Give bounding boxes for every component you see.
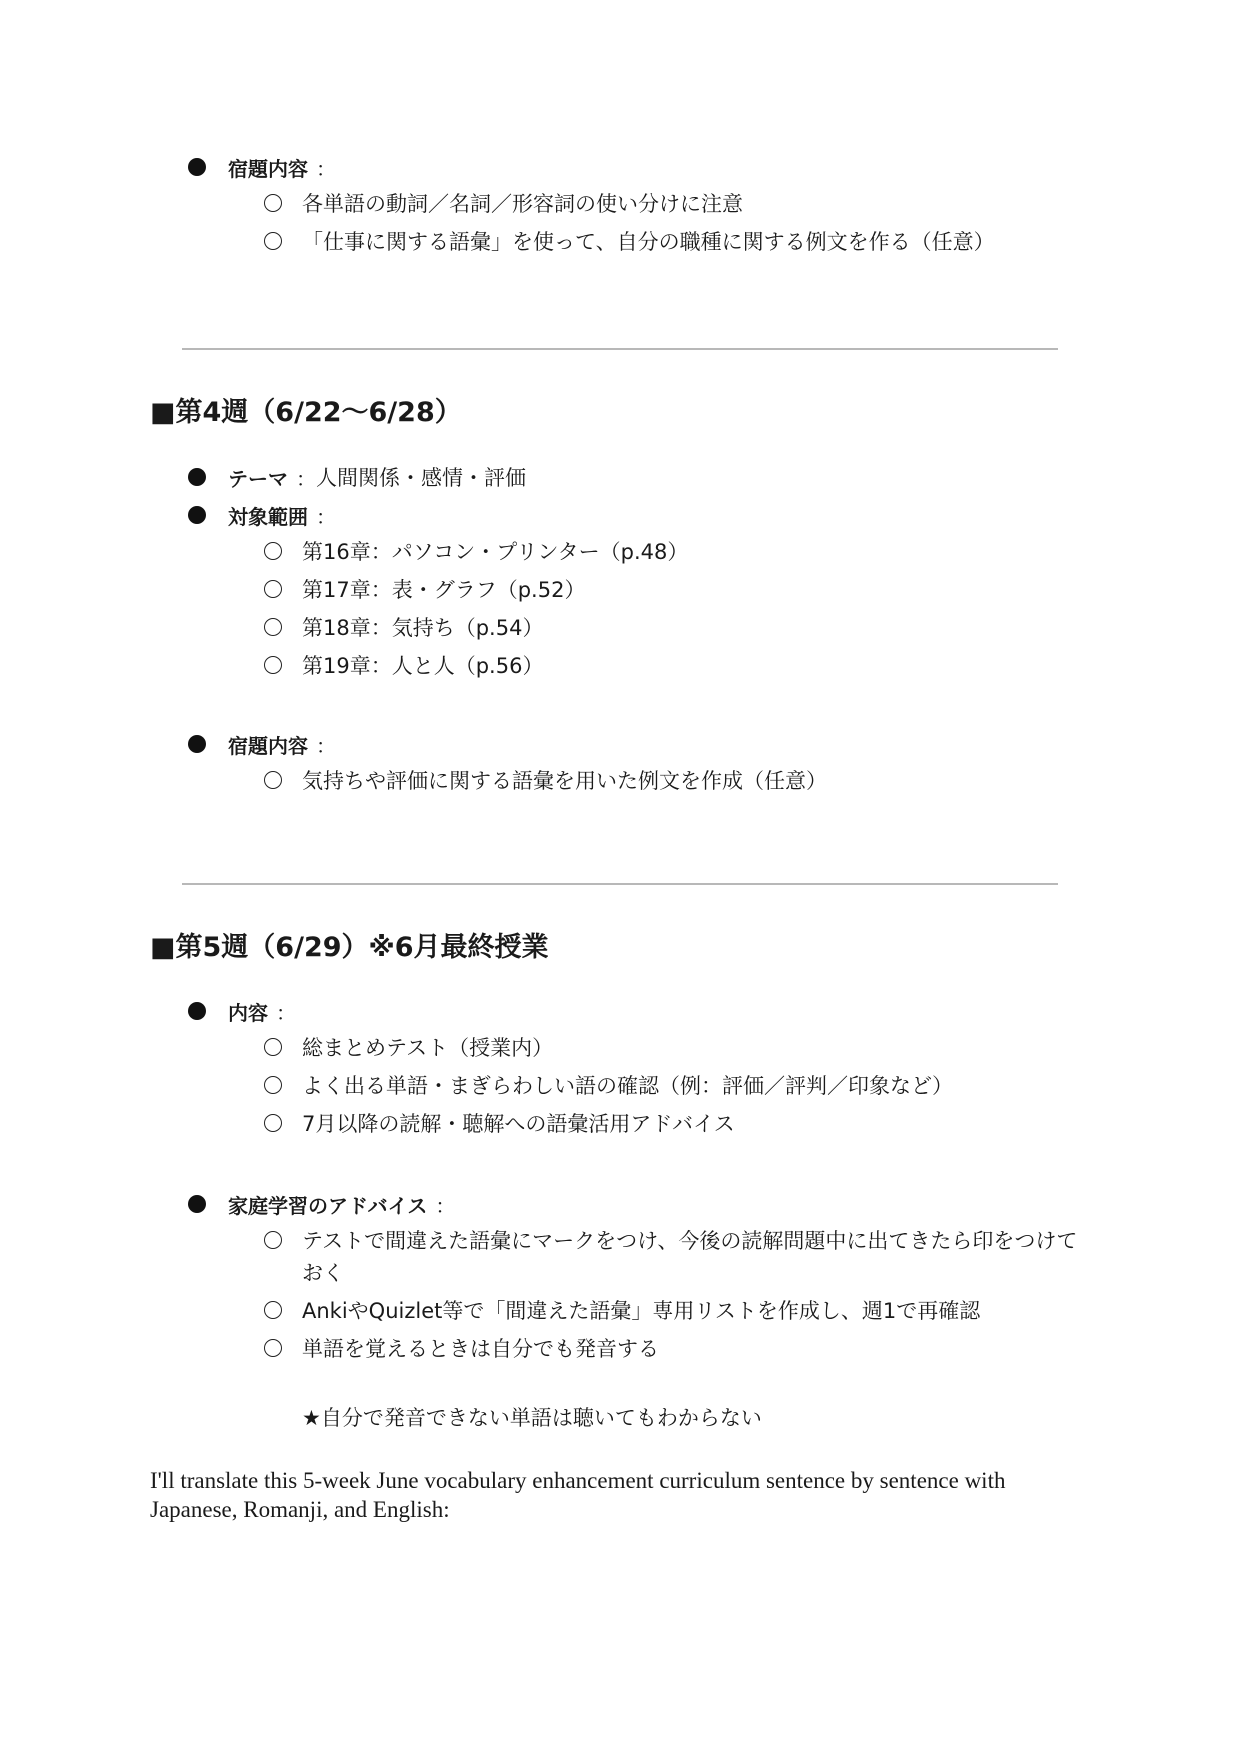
- bullet-icon: [188, 1195, 206, 1213]
- advice-label: 家庭学習のアドバイス: [228, 1193, 428, 1218]
- list-item-text: AnkiやQuizlet等で「間違えた語彙」専用リストを作成し、週1で再確認: [302, 1299, 981, 1323]
- homework-section-week3: [188, 148, 1092, 264]
- bullet-icon: [188, 1002, 206, 1020]
- week5-content-section: [188, 992, 1092, 1146]
- circle-bullet-icon: [264, 1339, 282, 1357]
- list-item: [264, 1225, 1092, 1289]
- list-item-text: 第16章：パソコン・プリンター（p.48）: [302, 540, 689, 564]
- list-item: [264, 1070, 1092, 1102]
- advice-heading: [188, 1185, 1092, 1223]
- divider: [182, 883, 1058, 885]
- list-item-text: 気持ちや評価に関する語彙を用いた例文を作成（任意）: [302, 769, 827, 793]
- homework-label: 宿題内容: [228, 733, 308, 758]
- circle-bullet-icon: [264, 771, 282, 789]
- week5-heading: ■第5週（6/29）※6月最終授業: [150, 932, 549, 963]
- scope-line: [188, 496, 1092, 534]
- colon: ：: [316, 156, 336, 181]
- homework-heading: [188, 148, 1092, 186]
- list-item-text: 「仕事に関する語彙」を使って、自分の職種に関する例文を作る（任意）: [302, 230, 995, 254]
- colon: ：: [316, 733, 336, 758]
- content-heading: [188, 992, 1092, 1030]
- list-item: [264, 1295, 1092, 1327]
- trailing-paragraph: I'll translate this 5-week June vocabulary enhancement curriculum sentence by sentence with Japanese, Romanji, and English:: [150, 1468, 1006, 1522]
- content-list: [264, 1032, 1092, 1140]
- homework-label: 宿題内容: [228, 156, 308, 181]
- content-label: 内容: [228, 1000, 268, 1025]
- list-item: [264, 536, 1092, 568]
- list-item: [264, 1108, 1092, 1140]
- list-item-text: テストで間違えた語彙にマークをつけ、今後の読解問題中に出てきたら印をつけておく: [302, 1229, 1078, 1285]
- list-item: [264, 574, 1092, 606]
- list-item-text: 第18章：気持ち（p.54）: [302, 616, 544, 640]
- circle-bullet-icon: [264, 194, 282, 212]
- theme-label: テーマ: [228, 466, 288, 491]
- bullet-icon: [188, 158, 206, 176]
- homework-heading: [188, 725, 1092, 763]
- scope-label: 対象範囲: [228, 504, 308, 529]
- list-item: [264, 650, 1092, 682]
- bullet-icon: [188, 735, 206, 753]
- list-item-text: 第17章：表・グラフ（p.52）: [302, 578, 586, 602]
- scope-list: [264, 536, 1092, 682]
- colon: ：: [296, 466, 316, 491]
- week4-homework-section: [188, 725, 1092, 803]
- circle-bullet-icon: [264, 232, 282, 250]
- circle-bullet-icon: [264, 542, 282, 560]
- list-item: [264, 765, 1092, 797]
- theme-line: [188, 458, 1092, 496]
- week4-section: [188, 458, 1092, 688]
- bullet-icon: [188, 468, 206, 486]
- week5-advice-section: [188, 1185, 1092, 1371]
- divider: [182, 348, 1058, 350]
- week4-heading: ■第4週（6/22〜6/28）: [150, 397, 462, 428]
- list-item-text: 各単語の動詞／名詞／形容詞の使い分けに注意: [302, 192, 743, 216]
- advice-list: [264, 1225, 1092, 1365]
- list-item-text: 第19章：人と人（p.56）: [302, 654, 544, 678]
- list-item: [264, 1032, 1092, 1064]
- list-item-text: 総まとめテスト（授業内）: [302, 1036, 554, 1060]
- list-item: [264, 226, 1092, 258]
- circle-bullet-icon: [264, 656, 282, 674]
- colon: ：: [435, 1193, 456, 1218]
- circle-bullet-icon: [264, 580, 282, 598]
- list-item-text: 7月以降の読解・聴解への語彙活用アドバイス: [302, 1112, 735, 1136]
- list-item: [264, 188, 1092, 220]
- circle-bullet-icon: [264, 1114, 282, 1132]
- circle-bullet-icon: [264, 1038, 282, 1056]
- list-item-text: 単語を覚えるときは自分でも発音する: [302, 1337, 659, 1361]
- homework-list: [264, 188, 1092, 258]
- list-item: [264, 612, 1092, 644]
- colon: ：: [276, 1000, 296, 1025]
- theme-value: 人間関係・感情・評価: [316, 466, 526, 490]
- circle-bullet-icon: [264, 1076, 282, 1094]
- list-item-text: よく出る単語・まぎらわしい語の確認（例：評価／評判／印象など）: [302, 1074, 953, 1098]
- circle-bullet-icon: [264, 1231, 282, 1249]
- colon: ：: [316, 504, 336, 529]
- bullet-icon: [188, 506, 206, 524]
- circle-bullet-icon: [264, 1301, 282, 1319]
- homework-list: [264, 765, 1092, 797]
- pronunciation-note: ★自分で発音できない単語は聴いてもわからない: [302, 1406, 762, 1430]
- list-item: [264, 1333, 1092, 1365]
- circle-bullet-icon: [264, 618, 282, 636]
